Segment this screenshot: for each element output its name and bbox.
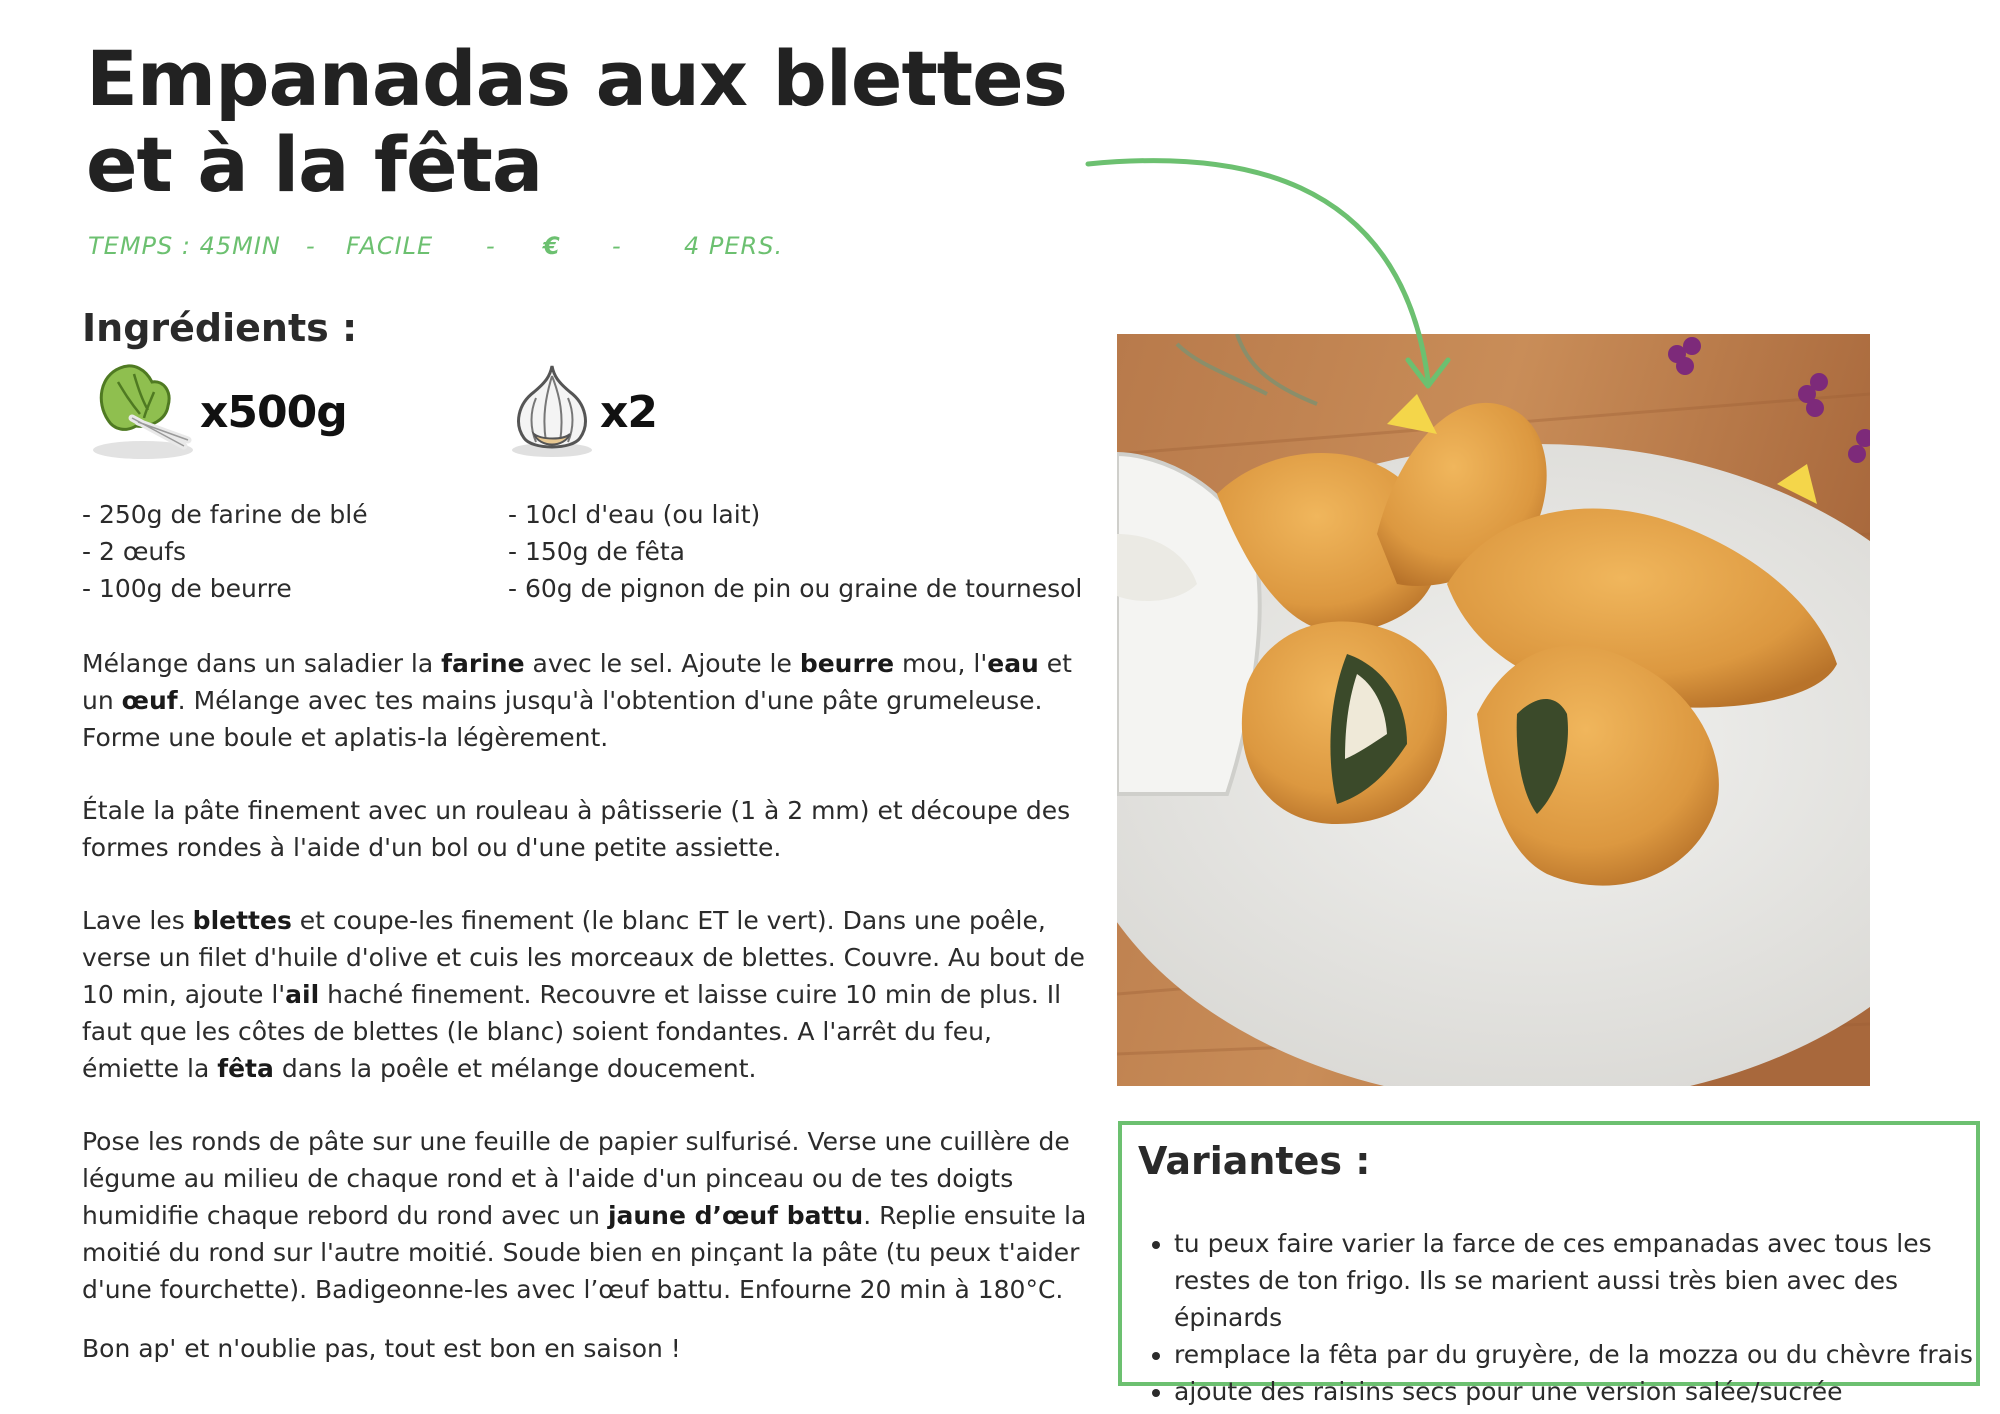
closing-note: Bon ap' et n'oublie pas, tout est bon en saison ! (82, 1334, 681, 1363)
list-item: • tu peux faire varier la farce de ces empanadas avec tous les restes de ton frigo. Ils se marient aussi très bien avec des épinards (1174, 1225, 1994, 1336)
step-text: Pose les ronds de pâte sur une feuille de papier sulfurisé. Verse une cuillère de légume au milieu de chaque rond et à l'aide d'un pinceau ou de tes doigts humidifie chaque rebord du rond avec un (82, 1127, 1070, 1230)
step-keyword: blettes (192, 906, 292, 935)
ingredient-list-left (82, 496, 368, 607)
garlic-quantity: x2 (600, 386, 657, 438)
step-4 (82, 1123, 1092, 1308)
step-text: mou, l' (894, 649, 988, 678)
step-keyword: farine (441, 649, 525, 678)
list-item: • ajoute des raisins secs pour une version salée/sucrée (1174, 1373, 1994, 1410)
garlic-icon (506, 362, 598, 462)
step-text: et coupe-les finement (le blanc ET le vert). Dans une poêle, verse un filet d'huile d'olive et cuis les morceaux de blettes. Couvre. Au bout de 10 min, ajoute l' (82, 906, 1085, 1009)
list-item: • remplace la fêta par du gruyère, de la mozza ou du chèvre frais (1174, 1336, 1994, 1373)
variants-box (1118, 1121, 1980, 1406)
step-text: Lave les (82, 906, 193, 935)
empanadas-photo (1117, 334, 1870, 1086)
ingredient-chard (88, 362, 347, 462)
ingredient-item: - 60g de pignon de pin ou graine de tournesol (508, 574, 1083, 603)
meta-time: TEMPS : 45MIN (88, 232, 281, 260)
ingredient-item: - 2 œufs (82, 537, 187, 566)
step-keyword: ail (285, 980, 320, 1009)
meta-price: € (543, 232, 561, 260)
meta-difficulty: FACILE (346, 232, 434, 260)
recipe-steps (82, 645, 1092, 1367)
meta-servings: 4 PERS. (684, 232, 784, 260)
chard-icon (88, 362, 198, 462)
chard-quantity: x500g (200, 386, 347, 438)
meta-separator: - (612, 232, 622, 260)
step-text: dans la poêle et mélange doucement. (273, 1054, 757, 1083)
variants-list (1130, 1225, 1994, 1410)
ingredient-garlic (506, 362, 657, 462)
ingredient-item: - 150g de fêta (508, 537, 686, 566)
step-1 (82, 645, 1092, 756)
step-2: Étale la pâte finement avec un rouleau à pâtisserie (1 à 2 mm) et découpe des formes rondes à l'aide d'un bol ou d'une petite assiette. (82, 796, 1071, 862)
step-keyword: œuf (121, 686, 178, 715)
step-keyword: eau (987, 649, 1039, 678)
ingredient-list-right (508, 496, 1082, 607)
ingredient-item: - 10cl d'eau (ou lait) (508, 500, 761, 529)
step-keyword: jaune d’œuf battu (607, 1201, 864, 1230)
meta-separator: - (486, 232, 496, 260)
ingredient-item: - 100g de beurre (82, 574, 292, 603)
step-text: . Mélange avec tes mains jusqu'à l'obtention d'une pâte grumeleuse. Forme une boule et aplatis-la légèrement. (82, 686, 1043, 752)
variants-heading: Variantes : (1138, 1139, 1371, 1183)
meta-separator: - (306, 232, 316, 260)
step-text: avec le sel. Ajoute le (524, 649, 800, 678)
ingredients-heading: Ingrédients : (82, 306, 358, 350)
step-text: . Replie ensuite la moitié du rond sur l'autre moitié. Soude bien en pinçant la pâte (tu peux t'aider d'une fourchette). Badigeonne-les avec l’œuf battu. Enfourne 20 min à 180°C. (82, 1201, 1087, 1304)
step-text: haché finement. Recouvre et laisse cuire 10 min de plus. Il faut que les côtes de blettes (le blanc) soient fondantes. A l'arrêt du feu, émiette la (82, 980, 1062, 1083)
step-keyword: beurre (799, 649, 895, 678)
recipe-title: Empanadas aux blettes et à la fêta (86, 34, 1067, 209)
step-text: Mélange dans un saladier la (82, 649, 442, 678)
step-3 (82, 902, 1092, 1087)
ingredient-item: - 250g de farine de blé (82, 500, 368, 529)
step-text: et un (82, 649, 1072, 715)
step-keyword: fêta (217, 1054, 274, 1083)
